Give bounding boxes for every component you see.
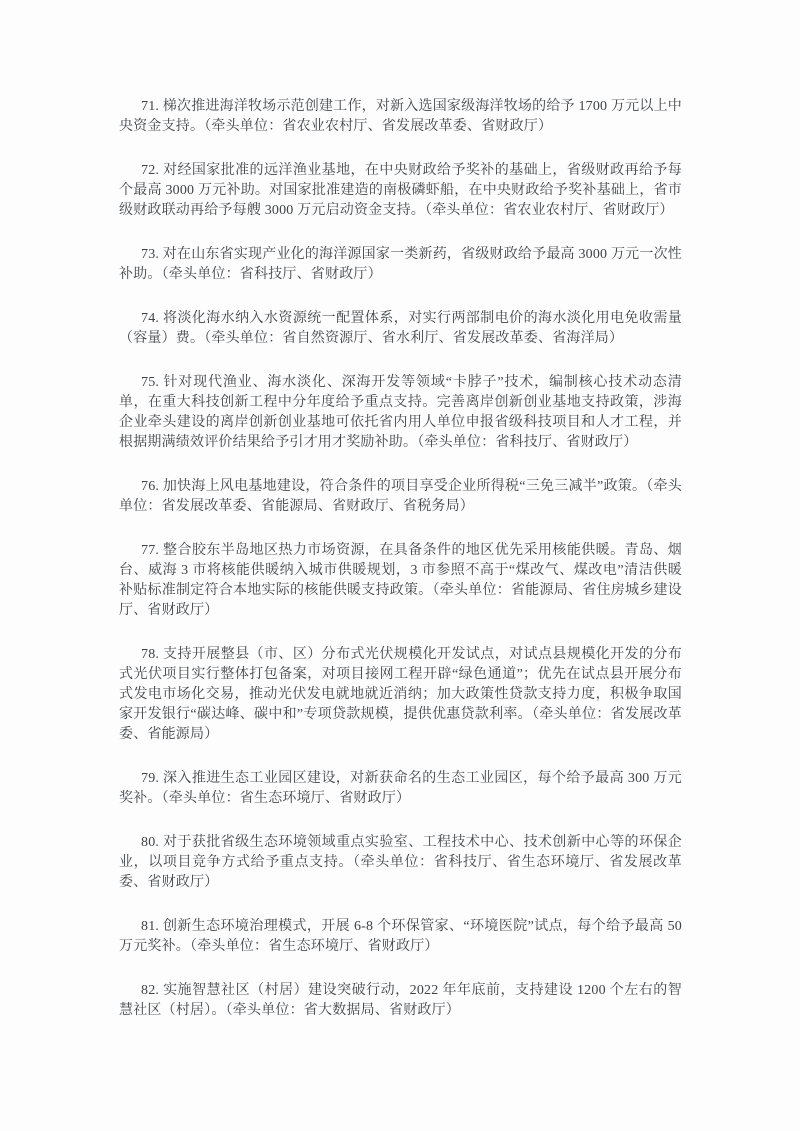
document-body — [119, 97, 682, 1021]
policy-item-73: 73. 对在山东省实现产业化的海洋源国家一类新药，省级财政给予最高 3000 万元一次性补助。（牵头单位：省科技厅、省财政厅） — [119, 247, 682, 282]
policy-item-82: 82. 实施智慧社区（村居）建设突破行动，2022 年年底前，支持建设 1200 个左右的智慧社区（村居）。（牵头单位：省大数据局、省财政厅） — [119, 983, 682, 1018]
policy-item-72: 72. 对经国家批准的远洋渔业基地，在中央财政给予奖补的基础上，省级财政再给予每个最高 3000 万元补助。对国家批准建造的南极磷虾船，在中央财政给予奖补基础上，省市级财政联动再给予每艘 3000 万元启动资金支持。（牵头单位：省农业农村厅、省财政厅） — [119, 163, 682, 218]
policy-item-81: 81. 创新生态环境治理模式，开展 6-8 个环保管家、“环境医院”试点，每个给予最高 50 万元奖补。（牵头单位：省生态环境厅、省财政厅） — [119, 919, 682, 954]
policy-item-71: 71. 梯次推进海洋牧场示范创建工作，对新入选国家级海洋牧场的给予 1700 万元以上中央资金支持。（牵头单位：省农业农村厅、省发展改革委、省财政厅） — [119, 99, 682, 134]
policy-item-75: 75. 针对现代渔业、海水淡化、深海开发等领域“卡脖子”技术，编制核心技术动态清单，在重大科技创新工程中分年度给予重点支持。完善离岸创新创业基地支持政策，涉海企业牵头建设的离岸创新创业基地可依托省内用人单位申报省级科技项目和人才工程，并根据期满绩效评价结果给予引才用才奖励补助。（牵头单位：省科技厅、省财政厅） — [119, 375, 682, 450]
policy-item-76: 76. 加快海上风电基地建设，符合条件的项目享受企业所得税“三免三减半”政策。（牵头单位：省发展改革委、省能源局、省财政厅、省税务局） — [119, 479, 682, 514]
policy-item-74: 74. 将淡化海水纳入水资源统一配置体系，对实行两部制电价的海水淡化用电免收需量（容量）费。（牵头单位：省自然资源厅、省水利厅、省发展改革委、省海洋局） — [119, 311, 682, 346]
policy-item-80: 80. 对于获批省级生态环境领域重点实验室、工程技术中心、技术创新中心等的环保企业，以项目竞争方式给予重点支持。（牵头单位：省科技厅、省生态环境厅、省发展改革委、省财政厅） — [119, 835, 682, 890]
policy-item-77: 77. 整合胶东半岛地区热力市场资源，在具备条件的地区优先采用核能供暖。青岛、烟台、威海 3 市将核能供暖纳入城市供暖规划，3 市参照不高于“煤改气、煤改电”清洁供暖补贴标准制定符合本地实际的核能供暖支持政策。（牵头单位：省能源局、省住房城乡建设厅、省财政厅） — [119, 543, 682, 618]
policy-item-79: 79. 深入推进生态工业园区建设，对新获命名的生态工业园区，每个给予最高 300 万元奖补。（牵头单位：省生态环境厅、省财政厅） — [119, 771, 682, 806]
policy-item-78: 78. 支持开展整县（市、区）分布式光伏规模化开发试点，对试点县规模化开发的分布式光伏项目实行整体打包备案，对项目接网工程开辟“绿色通道”；优先在试点县开展分布式发电市场化交易，推动光伏发电就地就近消纳；加大政策性贷款支持力度，积极争取国家开发银行“碳达峰、碳中和”专项贷款规模，提供优惠贷款利率。（牵头单位：省发展改革委、省能源局） — [119, 647, 682, 742]
